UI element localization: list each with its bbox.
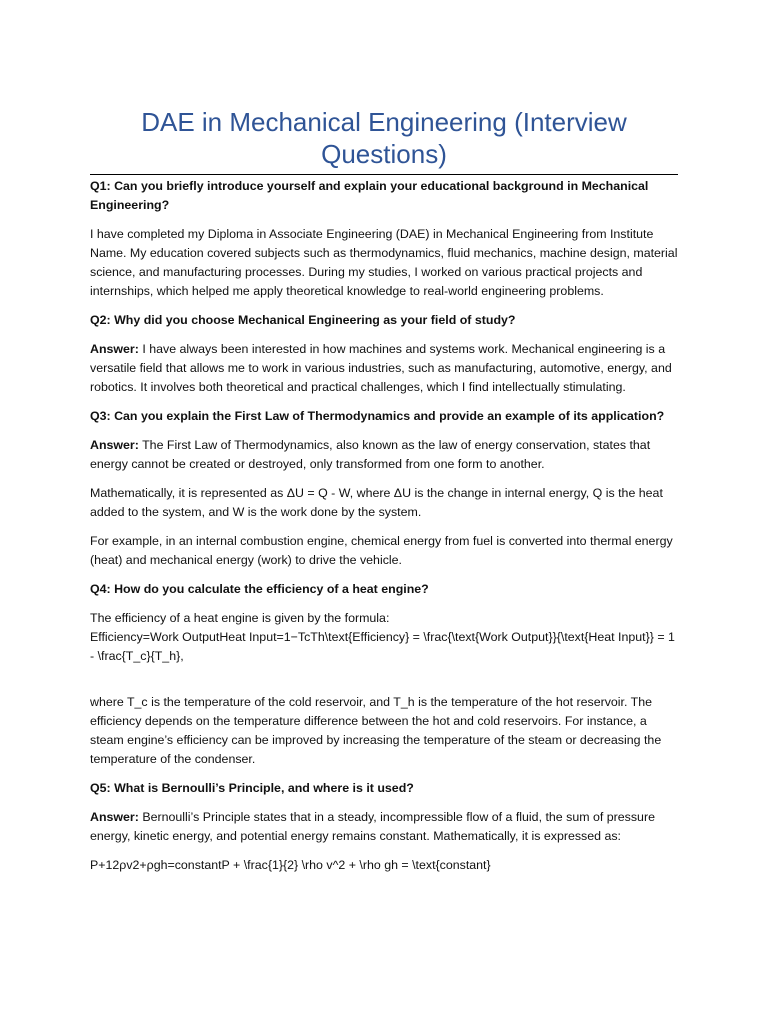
question-5: Q5: What is Bernoulli’s Principle, and where is it used?	[90, 781, 414, 795]
answer-label: Answer:	[90, 342, 139, 356]
bernoulli-formula: P+12ρv2+ρgh=constantP + \frac{1}{2} \rho v^2 + \rho gh = \text{constant}	[90, 858, 491, 872]
question-3: Q3: Can you explain the First Law of Thermodynamics and provide an example of its application?	[90, 409, 665, 423]
answer-3-text: The First Law of Thermodynamics, also known as the law of energy conservation, states that energy cannot be created or destroyed, only transformed from one form to another.	[90, 438, 651, 471]
answer-1: I have completed my Diploma in Associate Engineering (DAE) in Mechanical Engineering from Institute Name. My education covered subjects such as thermodynamics, fluid mechanics, machine design, material science, and manufacturing processes. During my studies, I worked on various practical projects and internships, which helped me apply theoretical knowledge to real-world engineering problems.	[90, 227, 678, 298]
answer-3-example: For example, in an internal combustion engine, chemical energy from fuel is converted into thermal energy (heat) and mechanical energy (work) to drive the vehicle.	[90, 534, 673, 567]
answer-5-text: Bernoulli’s Principle states that in a steady, incompressible flow of a fluid, the sum of pressure energy, kinetic energy, and potential energy remains constant. Mathematically, it is expressed as:	[90, 810, 655, 843]
efficiency-formula: Efficiency=Work OutputHeat Input=1−TcTh\text{Efficiency} = \frac{\text{Work Output}}{\text{Heat Input}} = 1 - \frac{T_c}{T_h},	[90, 630, 675, 663]
answer-3-math: Mathematically, it is represented as ΔU = Q - W, where ΔU is the change in internal energy, Q is the heat added to the system, and W is the work done by the system.	[90, 486, 663, 519]
answer-label: Answer:	[90, 438, 139, 452]
question-4: Q4: How do you calculate the efficiency of a heat engine?	[90, 582, 429, 596]
answer-4-intro: The efficiency of a heat engine is given by the formula:	[90, 611, 390, 625]
answer-5	[90, 808, 678, 846]
question-1: Q1: Can you briefly introduce yourself and explain your educational background in Mechanical Engineering?	[90, 179, 649, 212]
answer-4-formula-block	[90, 609, 678, 666]
question-2: Q2: Why did you choose Mechanical Engineering as your field of study?	[90, 313, 516, 327]
answer-3	[90, 436, 678, 474]
answer-2-text: I have always been interested in how machines and systems work. Mechanical engineering is a versatile field that allows me to work in various industries, such as manufacturing, automotive, energy, and robotics. It involves both theoretical and practical challenges, which I find intellectually stimulating.	[90, 342, 672, 394]
page-title: DAE in Mechanical Engineering (Interview Questions)	[90, 106, 678, 175]
answer-label: Answer:	[90, 810, 139, 824]
answer-4-explanation: where T_c is the temperature of the cold reservoir, and T_h is the temperature of the hot reservoir. The efficiency depends on the temperature difference between the hot and cold reservoirs. For instance, a steam engine’s efficiency can be improved by increasing the temperature of the steam or decreasing the temperature of the condenser.	[90, 695, 662, 766]
answer-2	[90, 340, 678, 397]
